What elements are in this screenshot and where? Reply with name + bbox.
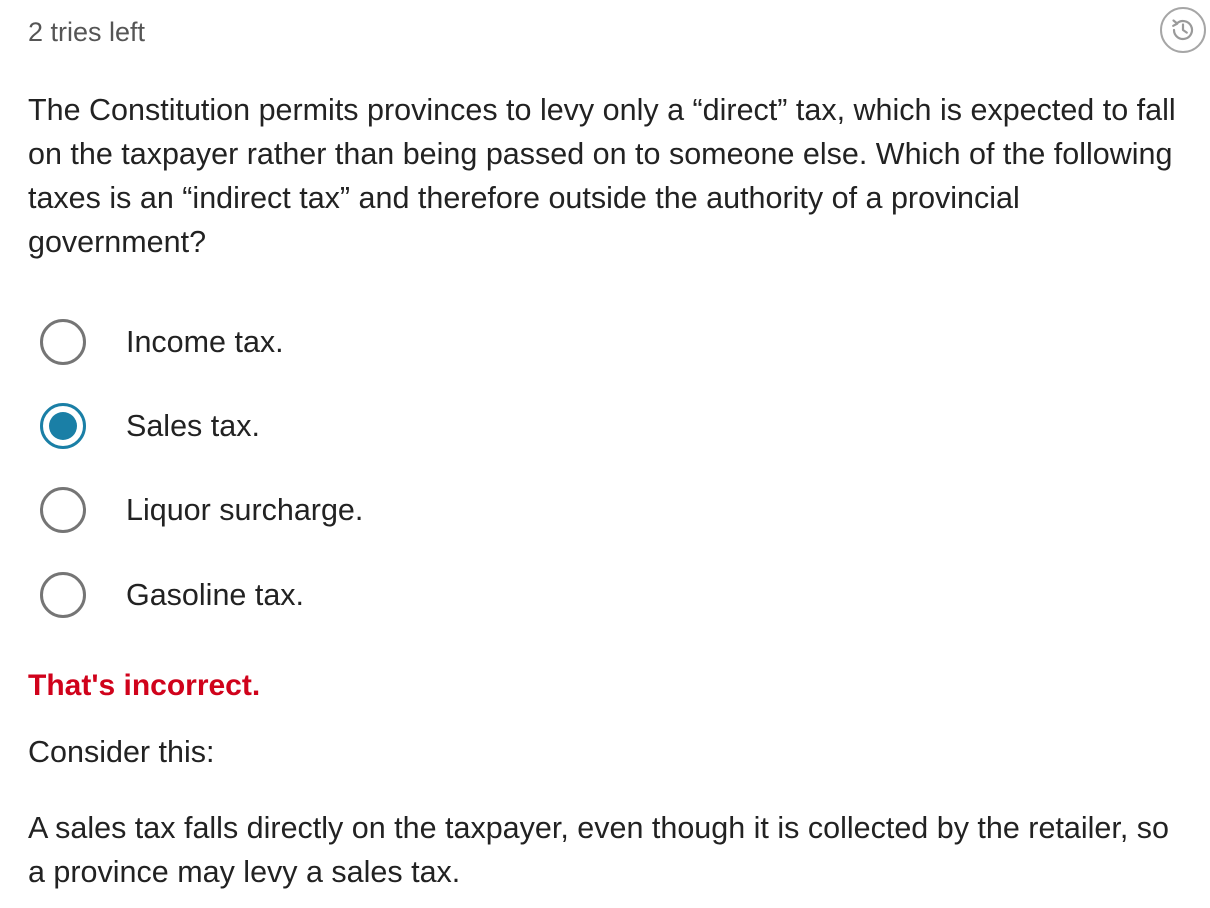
- radio-button[interactable]: [40, 487, 86, 533]
- option-income-tax[interactable]: [40, 312, 740, 372]
- question-text: The Constitution permits provinces to levy only a “direct” tax, which is expected to fall on the taxpayer rather than being passed on to someone else. Which of the following taxes is an “indirect tax” and therefore outside the authority of a provincial government?: [28, 93, 1176, 259]
- radio-button[interactable]: [40, 319, 86, 365]
- radio-selected-dot: [49, 412, 77, 440]
- option-gasoline-tax[interactable]: [40, 565, 740, 625]
- option-label: Sales tax.: [126, 408, 260, 443]
- option-sales-tax[interactable]: [40, 396, 740, 456]
- feedback-consider-label: Consider this:: [28, 735, 215, 769]
- tries-left-label: 2 tries left: [28, 17, 146, 47]
- radio-button[interactable]: [40, 572, 86, 618]
- option-label: Income tax.: [126, 324, 284, 359]
- option-label: Gasoline tax.: [126, 577, 305, 612]
- option-label: Liquor surcharge.: [126, 492, 364, 527]
- history-button[interactable]: [1160, 7, 1206, 53]
- feedback-explanation: A sales tax falls directly on the taxpayer, even though it is collected by the retailer, so a province may levy a sales tax.: [28, 811, 1169, 889]
- radio-button-selected[interactable]: [40, 403, 86, 449]
- history-icon: [1168, 15, 1198, 45]
- option-liquor-surcharge[interactable]: [40, 480, 740, 540]
- feedback-title: That's incorrect.: [28, 669, 261, 702]
